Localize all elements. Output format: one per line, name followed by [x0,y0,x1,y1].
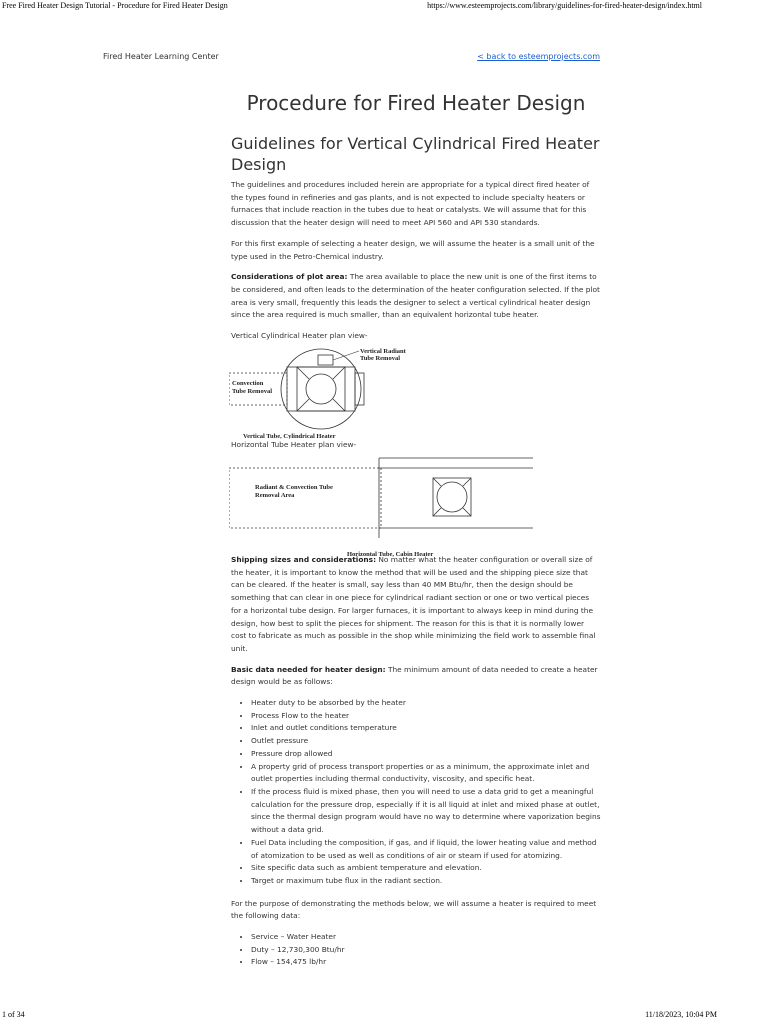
print-header [0,0,768,14]
list-item: • Service – Water Heater [251,931,601,944]
basic-data-heading: Basic data needed for heater design: [231,664,386,674]
horizontal-figure-label: Horizontal Tube Heater plan view- [231,440,357,450]
first-example-paragraph: For this first example of selecting a heater design, we will assume the heater is a small unit of the type used in the Petro-Chemical industry. [231,238,595,261]
demo-data-list [231,931,601,969]
intro-paragraph: The guidelines and procedures included herein are appropriate for a typical direct fired heater of the types found in refineries and gas plants, and is not expected to include specialty heaters or furnaces that include reaction in the tubes due to heat or catalysts. We will assume that for this discussion that the heater design will need to meet API 560 and API 530 standards. [231,180,590,228]
vertical-heater-diagram [229,347,429,439]
print-footer-page: 1 of 34 [2,1010,25,1019]
page-title: Procedure for Fired Heater Design [246,91,586,115]
horizontal-caption: Horizontal Tube, Cabin Heater [347,551,434,559]
basic-data-text: The minimum amount of data needed to create a heater design would be as follows: [231,664,598,687]
list-item: • Site specific data such as ambient temperature and elevation. [251,862,601,875]
list-item: • A property grid of process transport properties or as a minimum, the approximate inlet and outlet properties including thermal conductivity, viscosity, and specific heat. [251,761,601,786]
article-content [231,133,601,979]
print-header-url: https://www.esteemprojects.com/library/guidelines-for-fired-heater-design/index.html [427,1,702,10]
print-header-title: Free Fired Heater Design Tutorial - Procedure for Fired Heater Design [2,1,228,10]
list-item: • Heater duty to be absorbed by the heater [251,697,601,710]
plot-area-heading: Considerations of plot area: [231,272,348,282]
back-link[interactable]: < back to esteemprojects.com [477,52,600,61]
site-header [103,52,600,66]
horizontal-area-label-2: Removal Area [255,492,295,500]
print-footer-datetime: 11/18/2023, 10:04 PM [645,1010,717,1019]
list-item: • Flow – 154,475 lb/hr [251,956,601,969]
plot-area-paragraph [231,271,601,322]
site-brand: Fired Heater Learning Center [103,52,219,61]
list-item: • Process Flow to the heater [251,710,601,723]
shipping-text: No matter what the heater configuration or overall size of the heater, it is important to know the method that will be used and the shipping piece size that can be cleared. If the heater is small, say less than 40 MM Btu/hr, then the design should be something that can clear in one piece for cylindrical radiant section or one or two vertical pieces for a horizontal tube design. For larger furnaces, it is important to always keep in mind during the design, how best to split the pieces for shipment. The reason for this is that it is normally lower cost to fabricate as much as possible in the shop while minimizing the field work to assemble final unit. [231,555,596,653]
plot-area-text: The area available to place the new unit is one of the first items to be considered, and often leads to the determination of the heater configuration selected. If the plot area is very small, frequently this leads the designer to select a vertical cylindrical heater design since the area required is much smaller, than an equivalent horizontal tube heater. [231,272,600,320]
print-footer [0,1010,768,1024]
shipping-heading: Shipping sizes and considerations: [231,555,377,565]
convection-label: Convection [232,380,264,388]
basic-data-list [231,697,601,888]
demo-paragraph: For the purpose of demonstrating the methods below, we will assume a heater is required to meet the following data: [231,898,597,921]
vertical-caption: Vertical Tube, Cylindrical Heater [243,433,336,440]
vertical-radiant-label-2: Tube Removal [360,355,401,363]
list-item: • Pressure drop allowed [251,748,601,761]
vertical-figure-label: Vertical Cylindrical Heater plan view- [231,331,368,341]
horizontal-heater-diagram [229,456,535,560]
list-item: • Target or maximum tube flux in the radiant section. [251,875,601,888]
list-item: • Fuel Data including the composition, if gas, and if liquid, the lower heating value and method of atomization to be used as well as conditions of air or steam if used for atomizing. [251,837,601,862]
section-title: Guidelines for Vertical Cylindrical Fired Heater Design [231,134,600,174]
horizontal-area-label: Radiant & Convection Tube [255,484,333,492]
list-item: • If the process fluid is mixed phase, then you will need to use a data grid to get a meaningful calculation for the pressure drop, especially if it is all liquid at inlet and mixed phase at outlet, since the thermal design program would have no way to determine where vaporization begins without a data grid. [251,786,601,837]
vertical-radiant-label: Vertical Radiant [360,348,406,356]
basic-data-paragraph [231,664,601,689]
list-item: • Inlet and outlet conditions temperature [251,722,601,735]
list-item: • Outlet pressure [251,735,601,748]
list-item: • Duty – 12,730,300 Btu/hr [251,944,601,957]
convection-label-2: Tube Removal [232,388,273,396]
shipping-paragraph [231,554,601,656]
